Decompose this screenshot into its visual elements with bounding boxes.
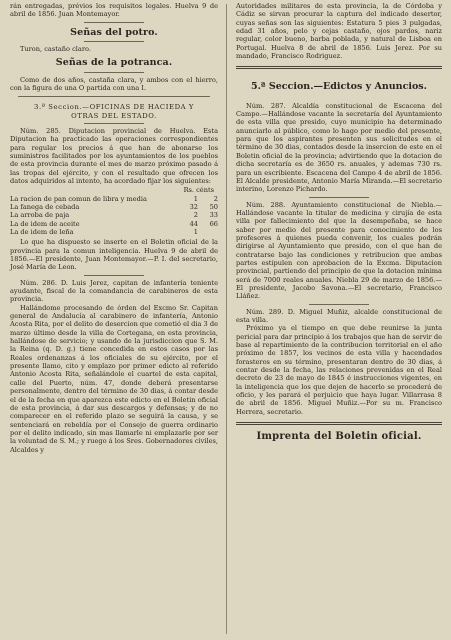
heading-senas-potro: Señas del potro.: [70, 26, 158, 38]
price-row: [10, 220, 218, 228]
section-3-title-line1: 3.ª Seccion.—OFICINAS DE HACIEDA Y: [34, 103, 194, 112]
price-cents: 2: [213, 194, 218, 203]
rule: [84, 275, 144, 276]
potranca-description: Como de dos años, castaña clara, y ambos con el hierro, con la figura de una O partida con una I.: [10, 75, 218, 93]
section-5-title: 5.ª Seccion.—Edictos y Anuncios.: [251, 81, 427, 93]
price-reales: 1: [193, 228, 198, 237]
section-3-title-line2: OTRAS DEL ESTADO.: [71, 111, 157, 120]
section-rule: [18, 96, 210, 97]
price-cents: 66: [209, 219, 218, 228]
right-column: [232, 0, 446, 640]
notice-287: Núm. 287. Alcaldía constitucional de Escacena del Campo.—Hallándose vacante la secretaría del Ayuntamiento de esta villa que presido, cuyo municipio ha determinado anunciarlo al público, como lo hago por medio del presente, para que los aspirantes presenten sus solicitudes en el término de 30 dias, contados desde la insercion de este en el Boletin oficial de la provincia; advirtiendo que la dotacion de dicha secretaría es de 3650 rs. anuales, y ademas 730 rs. para un escribiente. Escacena del Campo 4 de abril de 1856. El Alcalde presidente, Antonio María Miranda.—El secretario interino, Lorenzo Pichardo.: [236, 101, 442, 194]
price-cents: 33: [209, 211, 218, 220]
price-reales: 32: [189, 203, 198, 212]
price-table: [10, 195, 218, 236]
notice-285-closing: Lo que ha dispuesto se inserte en el Boletin oficial de la provincia para la comun inteligencia. Huelva 9 de abril de 1856.—El presidente, Juan Montemayor.—P. I. del secretario, José María de Leon.: [10, 238, 218, 272]
left-top-paragraph: rán entregadas, prévios los requisitos legales. Huelva 9 de abril de 1856. Juan Montemayor.: [10, 2, 218, 19]
notice-286-header: Núm. 286. D. Luis Jerez, capitan de infantería teniente ayudante, fiscal de la comandancia de carabineros de esta provincia.: [10, 278, 218, 304]
notice-286-body: Hallándome procesando de órden del Excmo Sr. Capitan general de Andalucía al carabinero de infantería, Antonio Acosta Rita, por el delito de desercion que cometió el dia 3 de marzo último desde la villa de Cortegana, en esta provincia, hallándose de servicio; y usando de la jurisdiccion que S. M. la Reina (q. D. g.) tiene concedida en estos casos por las Reales ordenanzas á los oficiales de su ejército, por el presente llamo, cito y emplazo por primer edicto al referido Antonio Acosta Rita, señalándole el cuartel de esta capital, calle del Puerto, núm. 47, donde deberá presentarse personalmente, dentro del término de 30 dias, á contar desde el de la fecha en que aparezca este edicto en el Boletin oficial de esta provincia, á dar sus descargos y defensas; y de no comparecer en el referido plazo se seguirá la causa, y se sentenciará en rebeldía por el Consejo de guerra ordinario por el delito indicado, sin mas llamarle ni emplazarle por ser la voluntad de S. M.; y ruego á los Sres. Gobernadores civiles, Alcaldes y: [10, 303, 218, 454]
rule: [84, 72, 144, 73]
rule: [309, 304, 369, 305]
footer-double-rule: [236, 422, 442, 425]
rule: [309, 197, 369, 198]
price-item: La de idem de aceite: [10, 219, 80, 228]
column-divider: [226, 4, 227, 634]
notice-285: Núm. 285. Diputacion provincial de Huelva. Esta Diputacion ha practicado las operaciones correspondientes para regular los precios á que han de abonarse los suministros facilitados por los ayuntamientos de los pueblos de esta provincia durante el mes de marzo próximo pasado á las tropas del ejército, y con el resultado que ofrecen los datos adquiridos al intento, ha acordado fijar los siguientes:: [10, 127, 218, 186]
section-double-rule: [236, 66, 442, 69]
price-row: [10, 203, 218, 211]
price-item: La de idem de leña: [10, 228, 74, 237]
notice-289-header: Núm. 289. D. Miguel Muñiz, alcalde constitucional de esta villa.: [236, 307, 442, 324]
notice-289-body: Próximo ya el tiempo en que debe reunirse la junta pericial para dar principio á los trabajos que han de servir de base al repartimiento de la contribucion territorial en el año próximo de 1857, los vecinos de esta villa y hacendados forasteros en su término, presentaran dentro de 30 dias, á contar desde la fecha, las relaciones prevenidas en el Real decreto de 23 de mayo de 1845 é instrucciones vigentes, en la inteligencia que los que dejen de hacerlo se procederá de oficio, y les parará el perjuicio que haya lugar. Villarrasa 8 de abril de 1856. Miguel Muñiz.—Por su m. Francisco Herrera, secretario.: [236, 324, 442, 416]
price-row: [10, 228, 218, 236]
price-cents: 50: [209, 203, 218, 212]
price-reales: 2: [193, 211, 198, 220]
price-reales: 44: [189, 219, 198, 228]
imprint-line: Imprenta del Boletin oficial.: [256, 431, 422, 443]
rule: [84, 41, 144, 42]
price-reales: 1: [193, 194, 198, 203]
heading-senas-potranca: Señas de la potranca.: [55, 57, 173, 69]
price-row: [10, 195, 218, 203]
left-column: [6, 0, 222, 640]
price-row: [10, 211, 218, 219]
potro-description: Turon, castaño claro.: [20, 45, 91, 54]
price-item: La racion de pan comun de libra y media: [10, 194, 147, 203]
notice-288: Núm. 288. Ayuntamiento constitucional de Niebla.—Hallándose vacante la titular de medicina y cirujía de esta villa por fallecimiento del que la desempeñaba, se hace saber por medio del presente para conocimiento de los profesores á quienes pueda convenir, los cuales podrán dirigirse al Ayuntamiento que presido, con el que han de contratarse bajo las condiciones y retribucion que ambas partes estipulen con aprobacion de la Excma. Diputacion provincial, partiendo del principio de que la dotacion mínima será de 7000 reales anuales. Niebla 29 de marzo de 1856.—El presidente, Jacobo Savona.—El secretario, Francisco Lláñez.: [236, 200, 442, 301]
rule: [84, 123, 144, 124]
price-cents: [198, 228, 218, 236]
price-item: La fanega de cebada: [10, 203, 80, 212]
rule: [84, 22, 144, 23]
price-column-header: Rs. cénts: [183, 185, 214, 194]
right-top-paragraph: Autoridades militares de esta provincia, la de Córdoba y Cádiz se sirvan procurar la captura del indicado desertor, cuyas señas son las siguientes: Estatura 5 pies 3 pulgadas, edad 31 años, pelo y cejas castaño, ojos pardos, nariz regular, color bueno, barba poblada, y natural de Lisboa en Portugal. Huelva 8 de abril de 1856. Luis Jerez. Por su mandado, Francisco Rodriguez.: [236, 2, 442, 61]
price-item: La arroba de paja: [10, 211, 70, 220]
